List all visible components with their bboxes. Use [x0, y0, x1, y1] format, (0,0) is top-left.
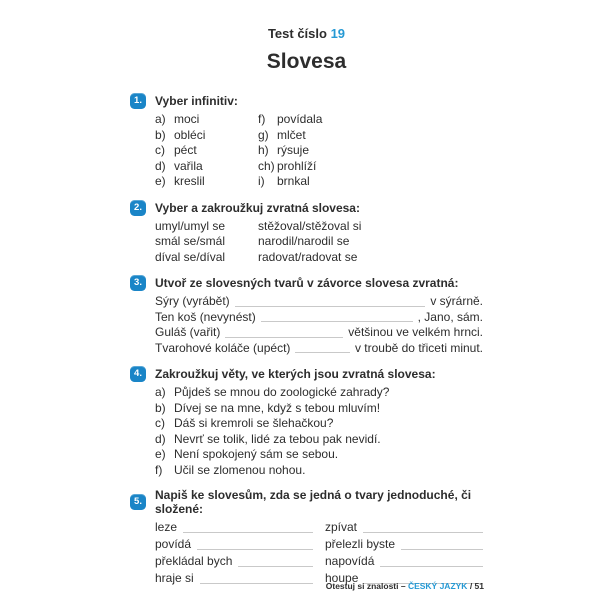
option-text: Učil se zlomenou nohou.: [174, 462, 306, 477]
option-item: [155, 159, 258, 175]
fill-suffix: , Jano, sám.: [417, 309, 483, 324]
fill-pair-cell: [155, 553, 313, 570]
option-item: umyl/umyl se: [155, 218, 226, 233]
test-number-heading: [130, 26, 483, 41]
option-letter: a): [155, 385, 166, 399]
option-text: obléci: [174, 127, 206, 142]
footer-text: Otestuj si znalosti –: [325, 581, 408, 591]
option-item: [155, 385, 483, 401]
option-item: [155, 447, 483, 463]
option-item: [155, 174, 258, 190]
exercise-4: [130, 366, 483, 478]
option-text: mlčet: [277, 127, 306, 142]
term-text: povídá: [155, 537, 192, 551]
exercise-body: [155, 219, 483, 266]
term-text: přelezli byste: [325, 537, 396, 551]
exercise-title: Vyber a zakroužkuj zvratná slovesa:: [155, 200, 360, 215]
option-item: [155, 112, 258, 128]
option-letter: g): [258, 127, 269, 142]
fill-pair-row: [155, 536, 483, 553]
option-item: [155, 401, 483, 417]
options-column: [258, 219, 483, 266]
option-letter: e): [155, 174, 166, 188]
option-letter: ch): [258, 158, 275, 173]
fill-prefix: Ten koš (nevynést): [155, 309, 256, 324]
option-text: brnkal: [277, 174, 310, 188]
exercise-body: [155, 112, 483, 190]
option-item: stěžoval/stěžoval si: [258, 218, 362, 233]
option-text: povídala: [277, 112, 323, 126]
options-column: [258, 112, 483, 190]
fill-prefix: Guláš (vařit): [155, 325, 221, 339]
option-item: [155, 143, 258, 159]
option-item: radovat/radovat se: [258, 249, 358, 264]
exercise-header: [130, 366, 483, 382]
answer-line: [238, 565, 313, 567]
answer-line: [363, 531, 483, 533]
option-text: Nevrť se tolik, lidé za tebou pak nevidí.: [174, 431, 381, 446]
options-column: [155, 112, 258, 190]
term-text: hraje si: [155, 571, 194, 585]
fill-in-row: [155, 310, 483, 326]
fill-pair-cell: [325, 536, 483, 553]
option-text: moci: [174, 112, 200, 126]
option-text: Dívej se na mne, když s tebou mluvím!: [174, 400, 381, 415]
option-text: vařila: [174, 158, 203, 173]
term-text: zpívat: [325, 520, 358, 534]
exercise-body: [155, 519, 483, 587]
option-letter: d): [155, 431, 166, 446]
footer-subject: ČESKÝ JAZYK: [407, 581, 468, 591]
answer-line: [401, 548, 483, 550]
exercise-header: [130, 200, 483, 216]
exercise-title: Vyber infinitiv:: [155, 94, 238, 108]
exercise-title: Utvoř ze slovesných tvarů v závorce slovesa zvratná:: [155, 276, 459, 290]
exercise-title: Zakroužkuj věty, ve kterých jsou zvratná slovesa:: [155, 367, 436, 381]
option-letter: f): [258, 112, 266, 126]
term-text: leze: [155, 520, 178, 534]
options-columns: [155, 112, 483, 190]
option-item: [155, 432, 483, 448]
option-letter: c): [155, 416, 165, 430]
exercise-number-badge: 5.: [130, 494, 146, 510]
fill-suffix: v troubě do třiceti minut.: [354, 340, 483, 355]
option-item: [258, 112, 483, 128]
fill-in-row: [155, 341, 483, 357]
option-text: kreslil: [174, 174, 205, 188]
exercise-3: [130, 275, 483, 356]
fill-prefix: Tvarohové koláče (upéct): [155, 340, 291, 355]
answer-line: [200, 582, 313, 584]
answer-line: [235, 305, 426, 307]
exercise-5: [130, 488, 483, 587]
fill-prefix: Sýry (vyrábět): [155, 294, 230, 308]
page-title: Slovesa: [266, 50, 347, 73]
answer-line: [197, 548, 313, 550]
option-item: [258, 159, 483, 175]
answer-line: [261, 320, 413, 322]
exercises: [130, 93, 483, 587]
page-footer: [326, 581, 484, 591]
fill-pair-cell: [155, 519, 313, 536]
test-number: 19: [330, 26, 346, 41]
option-letter: b): [155, 127, 166, 142]
exercise-number-badge: 4.: [130, 366, 146, 382]
option-item: [155, 128, 258, 144]
option-letter: e): [155, 447, 166, 461]
option-item: [258, 128, 483, 144]
fill-pair-cell: [155, 570, 313, 587]
option-letter: d): [155, 158, 166, 173]
exercise-number-badge: 1.: [130, 93, 146, 109]
footer-page-number: / 51: [467, 581, 484, 591]
exercise-body: [155, 385, 483, 478]
exercise-title: Napiš ke slovesům, zda se jedná o tvary jednoduché, či složené:: [155, 488, 472, 516]
option-text: prohlíží: [277, 158, 317, 173]
option-letter: h): [258, 143, 269, 157]
exercise-body: [155, 294, 483, 356]
exercise-header: [130, 93, 483, 109]
test-label: Test číslo: [267, 26, 331, 41]
option-item: smál se/smál: [155, 234, 226, 248]
exercise-number-badge: 2.: [130, 200, 146, 216]
option-letter: f): [155, 462, 163, 477]
option-text: péct: [174, 143, 197, 157]
option-text: Půjdeš se mnou do zoologické zahrady?: [174, 385, 390, 399]
fill-in-row: [155, 294, 483, 310]
options-columns: [155, 219, 483, 266]
option-item: [258, 143, 483, 159]
answer-line: [183, 531, 313, 533]
fill-pair-cell: [325, 519, 483, 536]
fill-pair-cell: [325, 553, 483, 570]
fill-pair-row: [155, 519, 483, 536]
exercise-number-badge: 3.: [130, 275, 146, 291]
exercise-1: [130, 93, 483, 190]
term-text: houpe: [325, 571, 359, 585]
fill-in-row: [155, 325, 483, 341]
option-letter: i): [258, 174, 265, 188]
option-letter: a): [155, 112, 166, 126]
exercise-header: [130, 275, 483, 291]
fill-pair-cell: [155, 536, 313, 553]
option-item: [258, 174, 483, 190]
fill-suffix: v sýrárně.: [430, 294, 483, 308]
option-text: rýsuje: [277, 143, 310, 157]
option-text: Není spokojený sám se sebou.: [174, 447, 339, 461]
option-letter: c): [155, 143, 165, 157]
answer-line: [380, 565, 483, 567]
option-item: narodil/narodil se: [258, 234, 350, 248]
option-item: díval se/díval: [155, 249, 226, 264]
option-item: [155, 463, 483, 479]
answer-line: [225, 336, 343, 338]
fill-pair-row: [155, 553, 483, 570]
option-text: Dáš si kremroli se šlehačkou?: [174, 416, 334, 430]
exercise-2: [130, 200, 483, 266]
option-item: [155, 416, 483, 432]
options-column: [155, 219, 258, 266]
exercise-header: [130, 488, 483, 516]
answer-line: [295, 351, 350, 353]
term-text: napovídá: [325, 554, 375, 568]
fill-suffix: většinou ve velkém hrnci.: [348, 325, 483, 339]
option-letter: b): [155, 400, 166, 415]
term-text: překládal bych: [155, 554, 233, 568]
